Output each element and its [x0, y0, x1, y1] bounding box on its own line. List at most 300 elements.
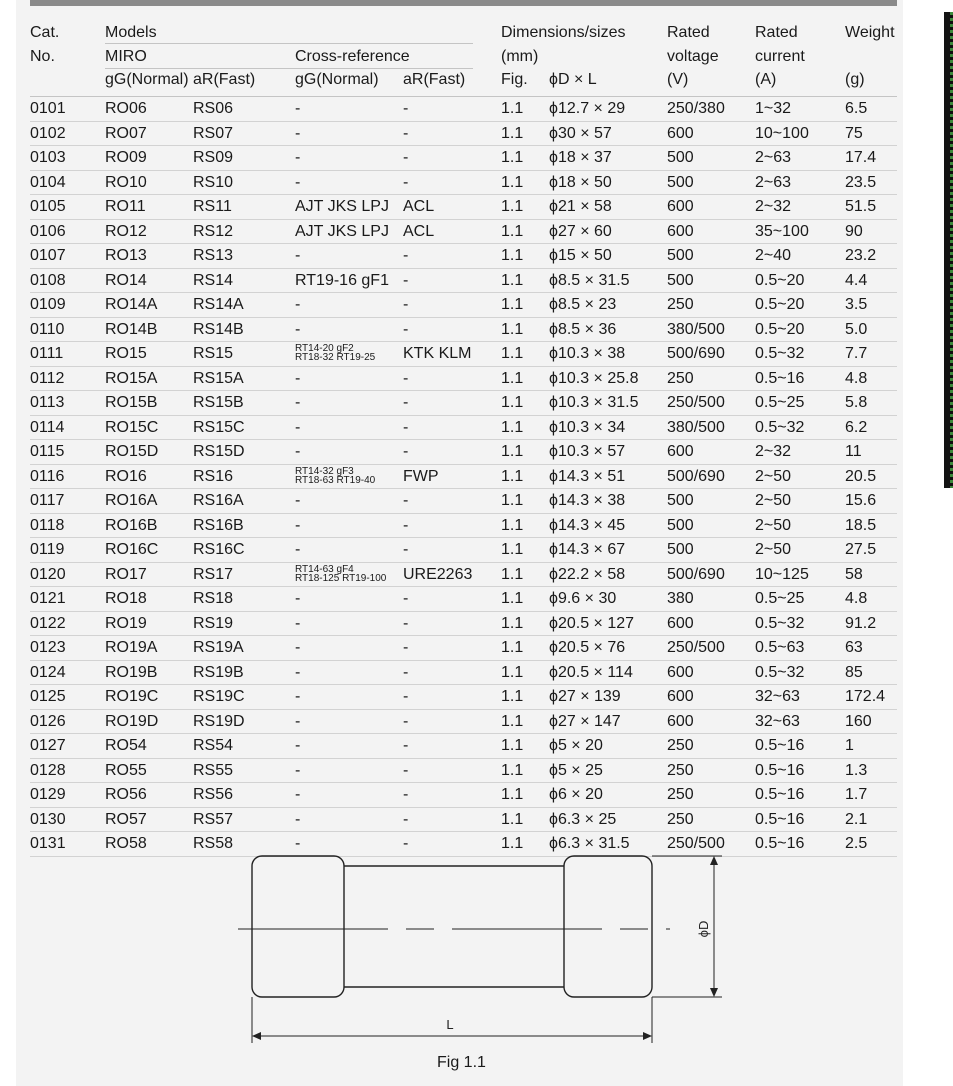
cell-model-ar: RS07 [193, 124, 234, 142]
cell-fig: 1.1 [501, 271, 524, 289]
cell-cat-no: 0128 [30, 761, 66, 779]
cell-xref-ar: - [403, 100, 409, 117]
cell-xref-ar: KTK KLM [403, 345, 472, 362]
table-row [30, 391, 897, 416]
cell-current: 0.5~32 [755, 345, 805, 362]
cell-cat-no: 0108 [30, 271, 66, 289]
table-row [30, 171, 897, 196]
cell-model-gg: RO15C [105, 418, 159, 436]
cell-voltage: 500 [667, 492, 694, 509]
cell-size: ϕ10.3 × 31.5 [549, 394, 639, 411]
cell-current: 0.5~32 [755, 418, 805, 436]
cell-voltage: 250 [667, 810, 694, 828]
cell-model-gg: RO18 [105, 590, 147, 607]
cell-fig: 1.1 [501, 565, 524, 583]
cell-cat-no: 0125 [30, 688, 66, 705]
cell-xref-ar: - [403, 835, 409, 852]
cell-xref-gg: - [295, 443, 301, 460]
cell-fig: 1.1 [501, 614, 524, 632]
cell-xref-ar: - [403, 369, 409, 387]
table-header [30, 18, 897, 97]
cell-model-ar: RS15A [193, 369, 244, 387]
cell-voltage: 250 [667, 761, 694, 779]
cell-voltage: 250/500 [667, 639, 725, 656]
cell-voltage: 600 [667, 712, 694, 730]
cell-xref-ar: ACL [403, 222, 435, 240]
models-underline [105, 43, 473, 44]
cell-weight: 4.4 [845, 271, 868, 289]
cell-cat-no: 0121 [30, 590, 66, 607]
cell-size: ϕ10.3 × 57 [549, 443, 626, 460]
cell-weight: 23.2 [845, 247, 877, 264]
cell-model-gg: RO57 [105, 810, 147, 828]
cell-model-ar: RS09 [193, 149, 234, 166]
cell-model-gg: RO07 [105, 124, 147, 142]
cell-cat-no: 0127 [30, 737, 66, 754]
cell-model-gg: RO14A [105, 296, 158, 313]
cell-model-ar: RS18 [193, 590, 234, 607]
cell-xref-ar: - [403, 443, 409, 460]
table-row [30, 220, 897, 245]
cell-weight: 1.3 [845, 761, 868, 779]
cell-model-gg: RO15B [105, 394, 158, 411]
cell-fig: 1.1 [501, 394, 524, 411]
cell-xref-gg-line2: RT18-32 RT19-25 [295, 352, 376, 363]
cell-xref-gg-line1: RT14-63 gF4 [295, 563, 354, 575]
cell-xref-ar: - [403, 663, 409, 681]
cell-weight: 58 [845, 565, 863, 583]
header-rated-voltage: Rated [667, 24, 710, 41]
cell-model-ar: RS16C [193, 541, 245, 558]
diameter-arrow-top [710, 856, 718, 865]
header-voltage-unit: (V) [667, 71, 689, 88]
header-cat: Cat. [30, 24, 60, 41]
cell-current: 10~125 [755, 565, 809, 583]
cell-cat-no: 0119 [30, 541, 65, 558]
cell-fig: 1.1 [501, 149, 524, 166]
cell-xref-ar: - [403, 173, 409, 191]
cell-fig: 1.1 [501, 688, 524, 705]
cell-size: ϕ21 × 58 [549, 198, 612, 215]
cell-current: 0.5~32 [755, 614, 805, 632]
cell-xref-ar: URE2263 [403, 565, 473, 583]
cell-weight: 7.7 [845, 345, 868, 362]
cell-model-ar: RS10 [193, 173, 234, 191]
cell-weight: 75 [845, 124, 863, 142]
cell-xref-gg: - [295, 761, 301, 779]
cell-current: 0.5~16 [755, 737, 805, 754]
cell-model-ar: RS19A [193, 639, 244, 656]
cell-model-ar: RS12 [193, 222, 234, 240]
cell-model-gg: RO12 [105, 222, 147, 240]
cell-size: ϕ9.6 × 30 [549, 590, 617, 607]
cell-fig: 1.1 [501, 222, 524, 240]
table-row [30, 538, 897, 563]
table-row [30, 587, 897, 612]
cell-voltage: 250/380 [667, 100, 725, 117]
cell-weight: 160 [845, 712, 872, 730]
cell-fig: 1.1 [501, 247, 524, 264]
cell-fig: 1.1 [501, 712, 524, 730]
cell-model-gg: RO56 [105, 786, 147, 803]
cell-xref-gg: - [295, 541, 301, 558]
cell-xref-gg: - [295, 296, 301, 313]
cell-size: ϕ8.5 × 36 [549, 320, 617, 338]
cell-voltage: 500 [667, 173, 694, 191]
cell-cat-no: 0118 [30, 516, 65, 534]
cell-model-gg: RO58 [105, 835, 147, 852]
cell-current: 2~63 [755, 149, 792, 166]
cell-weight: 2.1 [845, 810, 868, 828]
cell-size: ϕ10.3 × 34 [549, 418, 626, 436]
cell-current: 10~100 [755, 124, 809, 142]
cell-size: ϕ12.7 × 29 [549, 100, 626, 117]
cell-weight: 6.5 [845, 100, 868, 117]
cell-xref-ar: - [403, 810, 409, 828]
cell-model-gg: RO19C [105, 688, 159, 705]
cell-model-ar: RS17 [193, 565, 234, 583]
cell-size: ϕ6 × 20 [549, 786, 603, 803]
cell-model-gg: RO14 [105, 271, 147, 289]
table-row [30, 146, 897, 171]
cell-current: 0.5~20 [755, 320, 805, 338]
cell-model-ar: RS16B [193, 516, 244, 534]
cell-xref-gg-line1: RT14-20 gF2 [295, 343, 354, 354]
cell-xref-gg: - [295, 418, 301, 436]
top-bar [30, 0, 897, 6]
fuse-end-cap-left [252, 856, 344, 997]
cell-xref-gg: - [295, 835, 301, 852]
cell-voltage: 500/690 [667, 345, 725, 362]
table-row [30, 759, 897, 784]
cell-size: ϕ15 × 50 [549, 247, 612, 264]
fuse-dimension-figure [230, 845, 730, 1055]
header-current: current [755, 48, 805, 65]
cell-weight: 3.5 [845, 296, 868, 313]
cell-cat-no: 0105 [30, 198, 66, 215]
cell-model-gg: RO13 [105, 247, 147, 264]
cell-xref-gg: - [295, 737, 301, 754]
cell-weight: 4.8 [845, 590, 868, 607]
cell-xref-gg: - [295, 100, 301, 117]
cell-xref-gg-line1: RT14-32 gF3 [295, 465, 354, 477]
cell-xref-gg: AJT JKS LPJ [295, 198, 389, 215]
cell-xref-gg: - [295, 149, 301, 166]
cell-cat-no: 0110 [30, 320, 65, 338]
cell-voltage: 250 [667, 786, 694, 803]
cell-weight: 11 [845, 443, 862, 460]
cell-voltage: 500 [667, 271, 694, 289]
header-weight: Weight [845, 24, 895, 41]
cell-xref-ar: - [403, 786, 409, 803]
cell-weight: 63 [845, 639, 863, 656]
cell-voltage: 500/690 [667, 565, 725, 583]
cell-xref-ar: - [403, 516, 409, 534]
diameter-label: ϕD [696, 920, 711, 938]
cell-cat-no: 0111 [30, 345, 64, 362]
cell-weight: 17.4 [845, 149, 877, 166]
cell-size: ϕ8.5 × 31.5 [549, 271, 630, 289]
cell-xref-ar: - [403, 590, 409, 607]
table-row [30, 783, 897, 808]
cell-fig: 1.1 [501, 590, 524, 607]
cell-model-gg: RO14B [105, 320, 158, 338]
table-row [30, 661, 897, 686]
cell-model-gg: RO19A [105, 639, 158, 656]
cell-size: ϕ20.5 × 127 [549, 614, 635, 632]
cell-voltage: 600 [667, 688, 694, 705]
cell-weight: 5.8 [845, 394, 868, 411]
cell-voltage: 250/500 [667, 394, 725, 411]
cell-voltage: 250 [667, 369, 694, 387]
cell-fig: 1.1 [501, 320, 524, 338]
cell-model-ar: RS15D [193, 443, 245, 460]
table-row [30, 97, 897, 122]
cell-current: 35~100 [755, 222, 809, 240]
length-arrow-left [252, 1032, 261, 1040]
cell-xref-gg: - [295, 320, 301, 338]
cell-fig: 1.1 [501, 467, 524, 485]
header-no: No. [30, 48, 55, 65]
cell-cat-no: 0103 [30, 149, 66, 166]
table-row [30, 269, 897, 294]
cell-model-gg: RO15A [105, 369, 158, 387]
cell-current: 0.5~16 [755, 761, 805, 779]
cell-xref-gg [295, 565, 386, 583]
cell-model-ar: RS14B [193, 320, 244, 338]
cell-cat-no: 0102 [30, 124, 66, 142]
cell-xref-gg: - [295, 688, 301, 705]
cell-voltage: 600 [667, 222, 694, 240]
table-row [30, 636, 897, 661]
cell-size: ϕ6.3 × 25 [549, 810, 617, 828]
cell-current: 2~50 [755, 492, 792, 509]
cell-weight: 20.5 [845, 467, 877, 485]
cell-model-ar: RS19B [193, 663, 244, 681]
table-row [30, 465, 897, 490]
cell-xref-ar: - [403, 418, 409, 436]
cell-current: 0.5~32 [755, 663, 805, 681]
cell-current: 0.5~20 [755, 296, 805, 313]
cell-model-ar: RS11 [193, 198, 232, 215]
cell-xref-gg: - [295, 786, 301, 803]
cell-cat-no: 0112 [30, 369, 65, 387]
cell-current: 2~50 [755, 541, 792, 558]
cell-size: ϕ20.5 × 114 [549, 663, 633, 681]
cell-size: ϕ30 × 57 [549, 124, 612, 142]
table-row [30, 342, 897, 367]
cell-model-ar: RS15C [193, 418, 245, 436]
cell-voltage: 380/500 [667, 320, 725, 338]
cell-fig: 1.1 [501, 198, 524, 215]
table-row [30, 367, 897, 392]
cell-xref-ar: - [403, 761, 409, 779]
cell-voltage: 600 [667, 614, 694, 632]
length-label: L [446, 1017, 454, 1032]
cell-fig: 1.1 [501, 296, 524, 313]
cell-xref-gg: - [295, 810, 301, 828]
cell-weight: 27.5 [845, 541, 877, 558]
cell-size: ϕ10.3 × 38 [549, 345, 626, 362]
cell-model-gg: RO15 [105, 345, 147, 362]
cell-weight: 85 [845, 663, 863, 681]
cell-xref-gg [295, 467, 375, 485]
cell-cat-no: 0107 [30, 247, 66, 264]
cell-voltage: 500/690 [667, 467, 725, 485]
table-row [30, 734, 897, 759]
cell-size: ϕ5 × 20 [549, 737, 603, 754]
cell-fig: 1.1 [501, 761, 524, 779]
cell-xref-ar: - [403, 639, 409, 656]
cell-current: 0.5~16 [755, 835, 805, 852]
cell-current: 0.5~25 [755, 394, 805, 411]
cell-cat-no: 0122 [30, 614, 66, 632]
header-cross-reference: Cross-reference [295, 48, 410, 65]
header-models: Models [105, 24, 157, 41]
cell-weight: 6.2 [845, 418, 868, 436]
header-miro: MIRO [105, 48, 147, 65]
cell-voltage: 500 [667, 149, 694, 166]
cell-fig: 1.1 [501, 810, 524, 828]
cell-xref-ar: - [403, 296, 409, 313]
cell-cat-no: 0104 [30, 173, 66, 191]
cell-cat-no: 0130 [30, 810, 66, 828]
header-rated-current: Rated [755, 24, 798, 41]
cell-current: 32~63 [755, 688, 800, 705]
cell-xref-gg: - [295, 173, 301, 191]
cell-fig: 1.1 [501, 737, 524, 754]
cell-xref-gg: AJT JKS LPJ [295, 222, 389, 240]
table-row [30, 416, 897, 441]
cell-model-gg: RO06 [105, 100, 147, 117]
cell-cat-no: 0113 [30, 394, 65, 411]
header-voltage: voltage [667, 48, 719, 65]
cell-current: 2~50 [755, 467, 792, 485]
cell-weight: 15.6 [845, 492, 877, 509]
cell-fig: 1.1 [501, 541, 524, 558]
cell-xref-ar: - [403, 492, 409, 509]
cell-size: ϕ27 × 139 [549, 688, 621, 705]
cell-model-gg: RO16B [105, 516, 158, 534]
cell-current: 2~40 [755, 247, 792, 264]
cell-xref-gg [295, 344, 375, 362]
cell-voltage: 500 [667, 247, 694, 264]
cell-voltage: 600 [667, 663, 694, 681]
cell-model-gg: RO19D [105, 712, 159, 730]
cell-size: ϕ18 × 50 [549, 173, 612, 191]
cell-fig: 1.1 [501, 100, 524, 117]
cell-cat-no: 0101 [30, 100, 66, 117]
cell-current: 0.5~16 [755, 786, 805, 803]
cell-fig: 1.1 [501, 124, 524, 142]
cell-weight: 4.8 [845, 369, 868, 387]
cell-cat-no: 0117 [30, 492, 65, 509]
cell-xref-gg: - [295, 516, 301, 534]
header-ar-fast-miro: aR(Fast) [193, 71, 256, 88]
cell-voltage: 600 [667, 198, 694, 215]
cell-cat-no: 0106 [30, 222, 66, 240]
cell-model-gg: RO15D [105, 443, 159, 460]
cell-cat-no: 0124 [30, 663, 66, 681]
cell-model-ar: RS19 [193, 614, 234, 632]
cell-voltage: 250/500 [667, 835, 725, 852]
cell-model-gg: RO16C [105, 541, 159, 558]
diameter-arrow-bottom [710, 988, 718, 997]
cell-cat-no: 0115 [30, 443, 65, 460]
table-row [30, 710, 897, 735]
header-weight-unit: (g) [845, 71, 865, 88]
cell-weight: 1 [845, 737, 854, 754]
cell-model-ar: RS14 [193, 271, 234, 289]
cell-xref-gg: - [295, 369, 301, 387]
cell-current: 32~63 [755, 712, 800, 730]
cell-fig: 1.1 [501, 492, 524, 509]
cell-xref-gg: - [295, 590, 301, 607]
cell-model-ar: RS54 [193, 737, 234, 754]
cell-xref-ar: - [403, 688, 409, 705]
cell-current: 0.5~16 [755, 369, 805, 387]
fuse-spec-table [30, 18, 897, 857]
cell-weight: 23.5 [845, 173, 877, 191]
cell-size: ϕ18 × 37 [549, 149, 612, 166]
cell-xref-gg: - [295, 394, 301, 411]
cell-cat-no: 0126 [30, 712, 66, 730]
cell-voltage: 500 [667, 541, 694, 558]
cell-xref-ar: - [403, 394, 409, 411]
cell-current: 2~32 [755, 443, 792, 460]
cell-cat-no: 0114 [30, 418, 65, 436]
table-row [30, 440, 897, 465]
table-row [30, 244, 897, 269]
header-fig: Fig. [501, 71, 528, 88]
cell-model-gg: RO16 [105, 467, 147, 485]
cell-xref-ar: - [403, 320, 409, 338]
cell-weight: 5.0 [845, 320, 868, 338]
cell-xref-ar: - [403, 712, 409, 730]
cell-fig: 1.1 [501, 835, 524, 852]
table-row [30, 489, 897, 514]
cell-cat-no: 0116 [30, 467, 65, 485]
cell-size: ϕ22.2 × 58 [549, 565, 626, 583]
cell-cat-no: 0131 [30, 835, 66, 852]
cell-size: ϕ14.3 × 51 [549, 467, 626, 485]
figure-caption: Fig 1.1 [437, 1054, 486, 1071]
cell-model-ar: RS19D [193, 712, 245, 730]
cell-fig: 1.1 [501, 443, 524, 460]
cell-fig: 1.1 [501, 418, 524, 436]
cell-cat-no: 0120 [30, 565, 66, 583]
cell-xref-gg-line2: RT18-125 RT19-100 [295, 572, 387, 584]
cell-size: ϕ5 × 25 [549, 761, 603, 779]
cell-xref-ar: - [403, 271, 409, 289]
cell-fig: 1.1 [501, 663, 524, 681]
cell-cat-no: 0129 [30, 786, 66, 803]
cell-model-gg: RO54 [105, 737, 147, 754]
cell-xref-ar: - [403, 541, 409, 558]
cell-xref-ar: - [403, 149, 409, 166]
cell-current: 0.5~63 [755, 639, 805, 656]
header-gg-normal-xref: gG(Normal) [295, 71, 379, 88]
header-gg-normal-miro: gG(Normal) [105, 71, 189, 88]
cell-current: 0.5~16 [755, 810, 805, 828]
cell-model-ar: RS16 [193, 467, 234, 485]
cell-xref-gg: - [295, 663, 301, 681]
cell-weight: 2.5 [845, 835, 868, 852]
cell-current: 1~32 [755, 100, 792, 117]
cell-xref-ar: - [403, 737, 409, 754]
cell-model-ar: RS57 [193, 810, 234, 828]
cell-current: 2~32 [755, 198, 792, 215]
